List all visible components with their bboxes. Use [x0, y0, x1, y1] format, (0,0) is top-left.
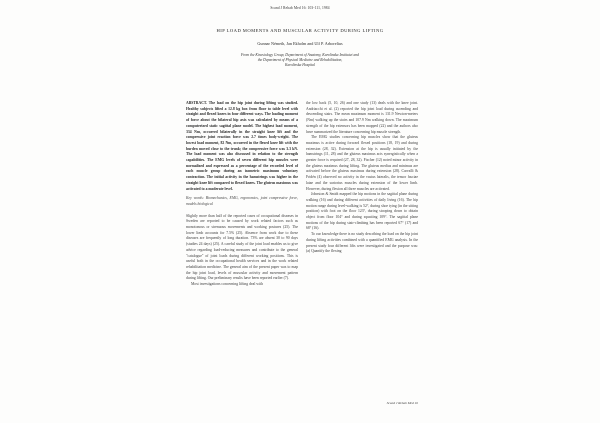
left-column [186, 101, 298, 288]
running-footer: Scand J Rehab Med 16 [386, 401, 418, 405]
left-body [186, 214, 298, 288]
affiliation-line-2: the Department of Physical Medicine and Rehabilitation, [257, 58, 343, 63]
paragraph: Johnston & Smidt mapped the hip motions in the sagittal plane during walking (16) and during different activities of daily living (16). The hip motion range during level-walking is 52°, during shoe tying (in the sitting position) with foot on the floor 123°, during stooping down to obtain object from floor 104° and during squatting 109°. The sagittal plane motions of the hip during stair-climbing has been reported 67° (17) and 68° (16). [306, 192, 418, 231]
affiliation-line-1: From the Kinesiology Group, Department of Anatomy, Karolinska Institutet and [240, 53, 360, 57]
paragraph: Most investigations concerning lifting deal with [191, 282, 263, 287]
paragraph: To our knowledge there is no study describing the load on the hip joint during lifting activities combined with a quantified EMG analysis. In the present study four different lifts were investigated and the purpose was: (a) Quantify the flexing [306, 232, 418, 254]
abstract-label: ABSTRACT. [186, 101, 208, 105]
affiliation-line-3: Karolinska Hospital [285, 63, 315, 68]
paragraph: the low back (5, 10, 26) and one study (13) deals with the knee joint. Andriacchi et al. (2) reported the hip joint load during ascending and descending stairs. The mean maximum moment is 131.9 Newton-meters (Nm) walking up the stairs and 107.9 Nm walking down. The maximum strength of the hip extensors has been mapped (22) and the authors also have summarized the literature concerning hip muscle strength. [306, 101, 418, 134]
keywords: Key words: Biomechanics, EMG, ergonomics, joint compressive force, models biological [186, 196, 298, 206]
abstract-text: The load on the hip joint during lifting was studied. Healthy subjects lifted a 12.8 kg box from floor to table level with straight and flexed knees in four different ways. The loading moment of force about the bilateral hip axis was calculated by means of a computerized static sagittal plane model. The highest load moment, 334 Nm, occurred bilaterally in the straight knee lift and the compressive joint reaction force was 2.7 times body-weight. The lowest load moment, 82 Nm, occurred in the flexed knee lift with the burden moved close to the trunk; the compressive force was 3.3 kN. The load moment was also discussed in relation to the strength capabilities. The EMG levels of seven different hip muscles were normalized and expressed as a percentage of the recorded level of each muscle group during an isometric maximum voluntary contraction. The initial activity in the hamstrings was higher in the straight knee lift compared to flexed knees. The gluteus maximus was activated to a moderate level. [186, 101, 299, 191]
abstract [186, 101, 298, 192]
right-column [306, 101, 418, 255]
author-affiliation [200, 53, 400, 68]
paragraph: The EMG studies concerning hip muscles show that the gluteus maximus is active during forward flexed positions (18, 19) and during extension (28, 32). Extension at the hip is usually initiated by the hamstrings (11, 28) and the gluteus maximus acts synergistically when a greater force is required (27, 28, 32). Fischer (12) noted minor activity in the gluteus maximus during lifting. The gluteus medius and minimus are activated before the gluteus maximus during extension (28). Carvalli & Fridén (4) observed no activity in the vastus lateralis, the tensor fasciae latae and the sartorius muscles during extension of the lower limb. However, during flexion all three muscles are activated. [306, 135, 418, 191]
paragraph: Slightly more than half of the reported cases of occupational diseases in Sweden are reported to be caused by work related factors such as monotonous or strenuous movements and working postures (25). The lower limb accounts for 7.5% (25). Absence from work due to these diseases are frequently of long duration. 73% are absent 30 to 90 days (studies 24 days) (25). A careful study of the joint load enables us to give advice regarding load-reducing measures and contribute to the general "catalogue" of joint loads during different working positions. This is useful both in the occupational health services and in the work related rehabilitation medicine. The general aim of the present paper was to map the hip joint load, levels of muscular activity and movement pattern during lifting. Our preliminary results have been reported earlier (7). [186, 213, 298, 281]
journal-reference: Scand J Rehab Med 16: 103-111, 1984 [270, 6, 330, 10]
paper-authors: Gunnar Németh, Jan Ekholm and Ulf P. Arborelius [257, 41, 343, 46]
paper-title: HIP LOAD MOMENTS AND MUSCULAR ACTIVITY DURING LIFTING [216, 28, 384, 33]
